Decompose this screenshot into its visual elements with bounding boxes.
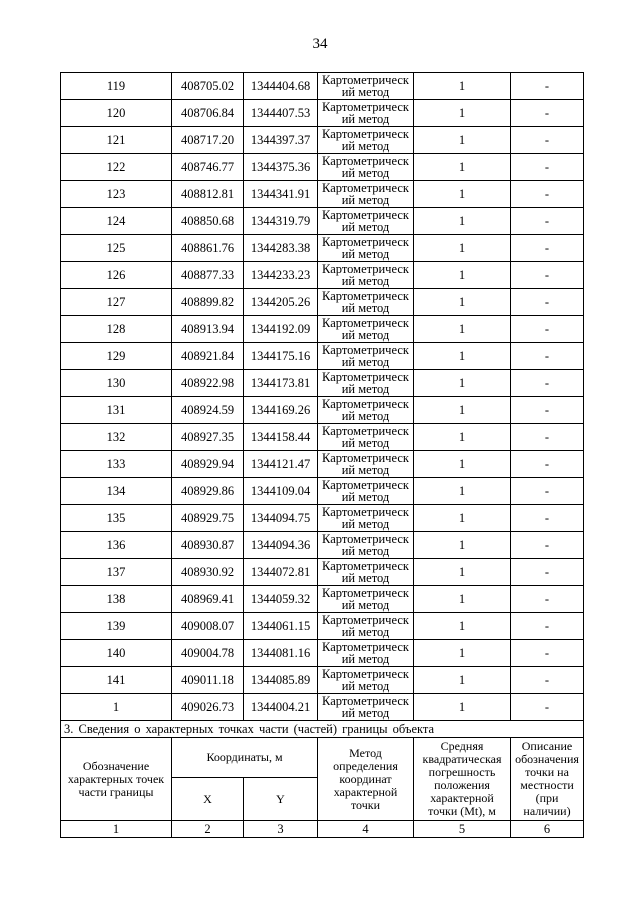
header-method: Метод определения координат характерной точки <box>318 738 414 821</box>
cell-mean-error: 1 <box>414 586 511 613</box>
cell-mean-error: 1 <box>414 235 511 262</box>
cell-mean-error: 1 <box>414 424 511 451</box>
column-number-5: 5 <box>414 821 511 838</box>
table-row <box>61 397 584 424</box>
table-row <box>61 586 584 613</box>
cell-y: 1344192.09 <box>244 316 318 343</box>
cell-mean-error: 1 <box>414 397 511 424</box>
cell-y: 1344407.53 <box>244 100 318 127</box>
cell-mean-error: 1 <box>414 667 511 694</box>
table-row <box>61 694 584 721</box>
cell-method: Картометрический метод <box>318 694 414 721</box>
cell-method: Картометрический метод <box>318 181 414 208</box>
section-3-title: 3. Сведения о характерных точках части (частей) границы объекта <box>61 721 584 738</box>
cell-x: 408929.94 <box>172 451 244 478</box>
cell-description: - <box>511 532 584 559</box>
cell-description: - <box>511 694 584 721</box>
cell-point-number: 123 <box>61 181 172 208</box>
cell-x: 408921.84 <box>172 343 244 370</box>
header-y: Y <box>244 778 318 821</box>
column-number-1: 1 <box>61 821 172 838</box>
cell-method: Картометрический метод <box>318 640 414 667</box>
cell-point-number: 137 <box>61 559 172 586</box>
cell-method: Картометрический метод <box>318 262 414 289</box>
cell-x: 408877.33 <box>172 262 244 289</box>
table-row <box>61 289 584 316</box>
cell-description: - <box>511 586 584 613</box>
table-row <box>61 370 584 397</box>
cell-x: 408929.86 <box>172 478 244 505</box>
cell-method: Картометрический метод <box>318 424 414 451</box>
cell-description: - <box>511 181 584 208</box>
cell-y: 1344173.81 <box>244 370 318 397</box>
cell-method: Картометрический метод <box>318 343 414 370</box>
cell-y: 1344061.15 <box>244 613 318 640</box>
cell-description: - <box>511 289 584 316</box>
cell-x: 408913.94 <box>172 316 244 343</box>
cell-description: - <box>511 235 584 262</box>
cell-point-number: 124 <box>61 208 172 235</box>
cell-description: - <box>511 613 584 640</box>
cell-y: 1344375.36 <box>244 154 318 181</box>
section-3-header <box>61 721 584 838</box>
cell-point-number: 140 <box>61 640 172 667</box>
cell-mean-error: 1 <box>414 505 511 532</box>
table-row <box>61 262 584 289</box>
table-row <box>61 343 584 370</box>
table-row <box>61 451 584 478</box>
table-row <box>61 73 584 100</box>
cell-point-number: 131 <box>61 397 172 424</box>
cell-x: 408969.41 <box>172 586 244 613</box>
header-x: X <box>172 778 244 821</box>
cell-method: Картометрический метод <box>318 451 414 478</box>
cell-y: 1344397.37 <box>244 127 318 154</box>
cell-mean-error: 1 <box>414 613 511 640</box>
table-row <box>61 424 584 451</box>
cell-mean-error: 1 <box>414 208 511 235</box>
cell-mean-error: 1 <box>414 478 511 505</box>
header-coordinates: Координаты, м <box>172 738 318 778</box>
cell-mean-error: 1 <box>414 694 511 721</box>
cell-x: 409004.78 <box>172 640 244 667</box>
cell-description: - <box>511 262 584 289</box>
cell-point-number: 129 <box>61 343 172 370</box>
cell-y: 1344319.79 <box>244 208 318 235</box>
cell-x: 409026.73 <box>172 694 244 721</box>
cell-point-number: 133 <box>61 451 172 478</box>
cell-method: Картометрический метод <box>318 478 414 505</box>
cell-y: 1344158.44 <box>244 424 318 451</box>
cell-x: 409008.07 <box>172 613 244 640</box>
cell-y: 1344175.16 <box>244 343 318 370</box>
cell-mean-error: 1 <box>414 73 511 100</box>
cell-mean-error: 1 <box>414 343 511 370</box>
column-number-2: 2 <box>172 821 244 838</box>
cell-mean-error: 1 <box>414 181 511 208</box>
cell-point-number: 138 <box>61 586 172 613</box>
cell-mean-error: 1 <box>414 532 511 559</box>
cell-y: 1344404.68 <box>244 73 318 100</box>
cell-x: 408850.68 <box>172 208 244 235</box>
cell-mean-error: 1 <box>414 154 511 181</box>
cell-x: 408922.98 <box>172 370 244 397</box>
cell-x: 408861.76 <box>172 235 244 262</box>
cell-description: - <box>511 154 584 181</box>
column-number-6: 6 <box>511 821 584 838</box>
cell-y: 1344205.26 <box>244 289 318 316</box>
cell-description: - <box>511 316 584 343</box>
table-row <box>61 667 584 694</box>
boundary-points-table <box>60 72 584 838</box>
column-number-3: 3 <box>244 821 318 838</box>
cell-y: 1344094.75 <box>244 505 318 532</box>
table-row <box>61 208 584 235</box>
cell-y: 1344059.32 <box>244 586 318 613</box>
cell-y: 1344121.47 <box>244 451 318 478</box>
cell-description: - <box>511 127 584 154</box>
cell-point-number: 135 <box>61 505 172 532</box>
cell-y: 1344094.36 <box>244 532 318 559</box>
cell-point-number: 134 <box>61 478 172 505</box>
table-row <box>61 127 584 154</box>
table-row <box>61 181 584 208</box>
cell-mean-error: 1 <box>414 316 511 343</box>
page-number: 34 <box>312 36 328 52</box>
cell-method: Картометрический метод <box>318 289 414 316</box>
cell-point-number: 132 <box>61 424 172 451</box>
cell-description: - <box>511 424 584 451</box>
cell-method: Картометрический метод <box>318 667 414 694</box>
cell-mean-error: 1 <box>414 559 511 586</box>
table-row <box>61 559 584 586</box>
table-row <box>61 478 584 505</box>
header-mean-error: Средняя квадратическая погрешность положения характерной точки (Mt), м <box>414 738 511 821</box>
cell-x: 408899.82 <box>172 289 244 316</box>
cell-point-number: 125 <box>61 235 172 262</box>
cell-point-number: 121 <box>61 127 172 154</box>
cell-point-number: 126 <box>61 262 172 289</box>
cell-x: 408927.35 <box>172 424 244 451</box>
cell-mean-error: 1 <box>414 262 511 289</box>
cell-mean-error: 1 <box>414 289 511 316</box>
cell-point-number: 119 <box>61 73 172 100</box>
cell-y: 1344341.91 <box>244 181 318 208</box>
cell-method: Картометрический метод <box>318 559 414 586</box>
cell-x: 408705.02 <box>172 73 244 100</box>
cell-description: - <box>511 559 584 586</box>
cell-method: Картометрический метод <box>318 370 414 397</box>
table-row <box>61 100 584 127</box>
cell-point-number: 141 <box>61 667 172 694</box>
cell-method: Картометрический метод <box>318 208 414 235</box>
cell-y: 1344004.21 <box>244 694 318 721</box>
cell-description: - <box>511 73 584 100</box>
cell-description: - <box>511 478 584 505</box>
table-row <box>61 613 584 640</box>
table-row <box>61 316 584 343</box>
cell-method: Картометрический метод <box>318 505 414 532</box>
cell-x: 408717.20 <box>172 127 244 154</box>
cell-description: - <box>511 343 584 370</box>
column-number-4: 4 <box>318 821 414 838</box>
cell-description: - <box>511 640 584 667</box>
cell-x: 408812.81 <box>172 181 244 208</box>
header-description: Описание обозначения точки на местности (при наличии) <box>511 738 584 821</box>
cell-method: Картометрический метод <box>318 397 414 424</box>
cell-description: - <box>511 397 584 424</box>
cell-point-number: 1 <box>61 694 172 721</box>
cell-x: 408924.59 <box>172 397 244 424</box>
cell-point-number: 128 <box>61 316 172 343</box>
cell-method: Картометрический метод <box>318 235 414 262</box>
cell-point-number: 127 <box>61 289 172 316</box>
cell-method: Картометрический метод <box>318 316 414 343</box>
cell-description: - <box>511 100 584 127</box>
cell-method: Картометрический метод <box>318 532 414 559</box>
cell-y: 1344072.81 <box>244 559 318 586</box>
cell-x: 408706.84 <box>172 100 244 127</box>
cell-x: 408746.77 <box>172 154 244 181</box>
cell-point-number: 139 <box>61 613 172 640</box>
cell-x: 408930.92 <box>172 559 244 586</box>
cell-method: Картометрический метод <box>318 100 414 127</box>
cell-point-number: 136 <box>61 532 172 559</box>
cell-y: 1344109.04 <box>244 478 318 505</box>
cell-mean-error: 1 <box>414 640 511 667</box>
cell-point-number: 130 <box>61 370 172 397</box>
data-rows <box>61 73 584 721</box>
cell-description: - <box>511 451 584 478</box>
table-row <box>61 154 584 181</box>
cell-description: - <box>511 208 584 235</box>
cell-method: Картометрический метод <box>318 127 414 154</box>
cell-description: - <box>511 370 584 397</box>
cell-description: - <box>511 667 584 694</box>
cell-x: 408929.75 <box>172 505 244 532</box>
cell-mean-error: 1 <box>414 127 511 154</box>
cell-mean-error: 1 <box>414 100 511 127</box>
cell-y: 1344081.16 <box>244 640 318 667</box>
cell-point-number: 120 <box>61 100 172 127</box>
cell-y: 1344233.23 <box>244 262 318 289</box>
table-row <box>61 640 584 667</box>
cell-method: Картометрический метод <box>318 154 414 181</box>
cell-point-number: 122 <box>61 154 172 181</box>
cell-description: - <box>511 505 584 532</box>
table-row <box>61 505 584 532</box>
cell-method: Картометрический метод <box>318 586 414 613</box>
cell-y: 1344283.38 <box>244 235 318 262</box>
cell-y: 1344085.89 <box>244 667 318 694</box>
cell-mean-error: 1 <box>414 370 511 397</box>
cell-method: Картометрический метод <box>318 613 414 640</box>
cell-x: 409011.18 <box>172 667 244 694</box>
table-row <box>61 235 584 262</box>
table-row <box>61 532 584 559</box>
cell-x: 408930.87 <box>172 532 244 559</box>
cell-y: 1344169.26 <box>244 397 318 424</box>
cell-method: Картометрический метод <box>318 73 414 100</box>
header-point-designation: Обозначение характерных точек части границы <box>61 738 172 821</box>
cell-mean-error: 1 <box>414 451 511 478</box>
